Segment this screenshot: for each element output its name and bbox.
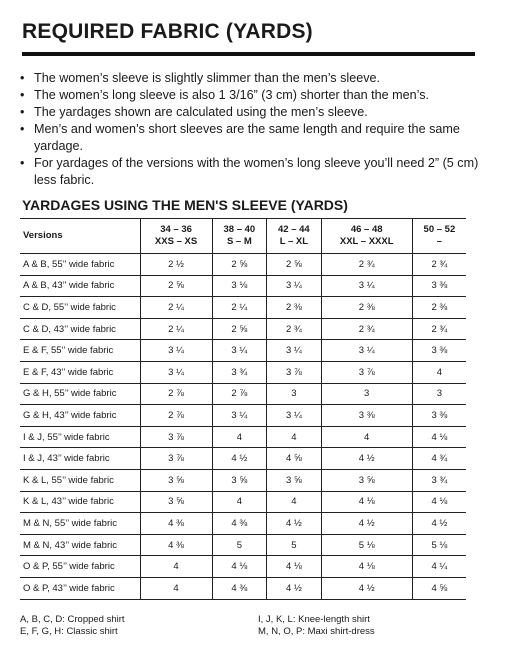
yardage-cell: 3 ⅝ (212, 469, 267, 491)
yardage-cell: 2 ⅜ (321, 297, 412, 319)
table-row (20, 513, 466, 535)
yardage-cell: 3 ¼ (321, 275, 412, 297)
row-label: E & F, 43’’ wide fabric (20, 361, 140, 383)
row-label: I & J, 55’’ wide fabric (20, 426, 140, 448)
note-item: • Men’s and women’s short sleeves are the same length and require the same yardage. (20, 121, 490, 155)
table-row (20, 275, 466, 297)
table-row (20, 556, 466, 578)
legend-item: M, N, O, P: Maxi shirt-dress (258, 626, 375, 637)
yardage-cell: 4 (321, 426, 412, 448)
yardage-cell: 4 (212, 491, 267, 513)
yardage-cell: 4 ⅜ (212, 577, 267, 599)
yardage-cell: 4 ⅛ (321, 556, 412, 578)
yardage-cell: 2 ¾ (412, 318, 466, 340)
yardage-cell: 3 ⅞ (140, 426, 212, 448)
yardage-cell: 2 ¾ (412, 254, 466, 276)
row-label: A & B, 43’’ wide fabric (20, 275, 140, 297)
yardage-cell: 3 ⅜ (412, 405, 466, 427)
yardage-cell: 2 ⅜ (412, 297, 466, 319)
yardage-cell: 3 ⅝ (267, 469, 322, 491)
yardage-cell: 3 ⅜ (412, 275, 466, 297)
yardage-cell: 4 ⅛ (267, 556, 322, 578)
yardage-cell: 4 ½ (212, 448, 267, 470)
size-column-header: 46 – 48 XXL – XXXL (321, 219, 412, 254)
versions-header: Versions (20, 219, 140, 254)
yardage-cell: 4 (267, 426, 322, 448)
table-row (20, 297, 466, 319)
yardage-cell: 3 (267, 383, 322, 405)
yardage-cell: 4 ⅜ (212, 513, 267, 535)
row-label: M & N, 55’’ wide fabric (20, 513, 140, 535)
row-label: O & P, 55’’ wide fabric (20, 556, 140, 578)
page-title: REQUIRED FABRIC (YARDS) (22, 20, 313, 43)
row-label: C & D, 55’’ wide fabric (20, 297, 140, 319)
table-row (20, 534, 466, 556)
yardage-cell: 4 ½ (267, 513, 322, 535)
row-label: M & N, 43’’ wide fabric (20, 534, 140, 556)
yardage-cell: 2 ⅞ (212, 383, 267, 405)
yardage-cell: 4 ⅜ (140, 513, 212, 535)
yardage-cell: 4 ½ (321, 513, 412, 535)
row-label: C & D, 43’’ wide fabric (20, 318, 140, 340)
yardage-cell: 2 ¼ (140, 318, 212, 340)
yardage-cell: 2 ⅝ (212, 254, 267, 276)
table-row (20, 426, 466, 448)
yardage-cell: 3 ⅝ (140, 469, 212, 491)
yardage-cell: 4 (412, 361, 466, 383)
yardage-cell: 4 ½ (321, 577, 412, 599)
yardage-cell: 3 ⅛ (212, 275, 267, 297)
yardage-cell: 4 ½ (267, 577, 322, 599)
table-row (20, 491, 466, 513)
size-column-header: 50 – 52 – (412, 219, 466, 254)
yardage-cell: 3 ¼ (140, 361, 212, 383)
row-label: K & L, 43’’ wide fabric (20, 491, 140, 513)
table-row (20, 318, 466, 340)
legend-left (20, 614, 125, 638)
yardage-cell: 3 ¾ (412, 469, 466, 491)
yardage-table (20, 218, 466, 600)
yardage-cell: 4 ½ (412, 513, 466, 535)
table-header-row (20, 219, 466, 254)
size-column-header: 38 – 40 S – M (212, 219, 267, 254)
yardage-cell: 4 ⅝ (412, 577, 466, 599)
yardage-cell: 4 ¾ (412, 448, 466, 470)
table-row (20, 469, 466, 491)
yardage-cell: 2 ¾ (321, 254, 412, 276)
table-row (20, 448, 466, 470)
yardage-cell: 3 ⅞ (140, 448, 212, 470)
yardage-cell: 3 ¼ (267, 275, 322, 297)
yardage-cell: 3 ⅝ (140, 491, 212, 513)
yardage-cell: 2 ⅞ (140, 383, 212, 405)
yardage-cell: 4 ⅛ (212, 556, 267, 578)
yardage-cell: 4 ⅛ (412, 426, 466, 448)
yardage-cell: 2 ¼ (140, 297, 212, 319)
table-title: YARDAGES USING THE MEN'S SLEEVE (YARDS) (22, 197, 348, 213)
table-row (20, 383, 466, 405)
yardage-cell: 3 (412, 383, 466, 405)
row-label: I & J, 43’’ wide fabric (20, 448, 140, 470)
yardage-cell: 4 ⅜ (140, 534, 212, 556)
yardage-cell: 3 (321, 383, 412, 405)
legend-item: A, B, C, D: Cropped shirt (20, 614, 125, 625)
yardage-cell: 4 (212, 426, 267, 448)
yardage-cell: 3 ¼ (267, 405, 322, 427)
yardage-cell: 5 ⅛ (412, 534, 466, 556)
row-label: O & P, 43’’ wide fabric (20, 577, 140, 599)
legend-right (258, 614, 375, 638)
row-label: G & H, 43’’ wide fabric (20, 405, 140, 427)
yardage-cell: 5 ⅛ (321, 534, 412, 556)
yardage-cell: 3 ⅜ (412, 340, 466, 362)
yardage-cell: 2 ⅜ (267, 297, 322, 319)
table-row (20, 340, 466, 362)
size-column-header: 34 – 36 XXS – XS (140, 219, 212, 254)
yardage-cell: 4 ⅝ (267, 448, 322, 470)
table-body (20, 254, 466, 600)
title-rule (22, 52, 475, 56)
table-row (20, 254, 466, 276)
yardage-cell: 2 ½ (140, 254, 212, 276)
note-item: • The yardages shown are calculated using the men’s sleeve. (20, 104, 490, 121)
row-label: E & F, 55’’ wide fabric (20, 340, 140, 362)
row-label: A & B, 55’’ wide fabric (20, 254, 140, 276)
yardage-cell: 2 ⅝ (267, 254, 322, 276)
table-row (20, 577, 466, 599)
yardage-cell: 3 ¼ (212, 340, 267, 362)
yardage-cell: 3 ¼ (267, 340, 322, 362)
yardage-cell: 4 ¼ (412, 556, 466, 578)
yardage-cell: 4 (267, 491, 322, 513)
legend-item: I, J, K, L: Knee-length shirt (258, 614, 370, 625)
yardage-cell: 3 ⅞ (267, 361, 322, 383)
yardage-cell: 2 ¾ (267, 318, 322, 340)
table-row (20, 361, 466, 383)
yardage-cell: 4 (140, 556, 212, 578)
row-label: G & H, 55’’ wide fabric (20, 383, 140, 405)
yardage-cell: 4 ⅛ (412, 491, 466, 513)
yardage-cell: 4 ½ (321, 448, 412, 470)
yardage-cell: 4 ⅛ (321, 491, 412, 513)
note-item: • For yardages of the versions with the women’s long sleeve you’ll need 2” (5 cm) less fabric. (20, 155, 490, 189)
note-item: • The women’s sleeve is slightly slimmer than the men’s sleeve. (20, 70, 490, 87)
yardage-cell: 2 ⅝ (212, 318, 267, 340)
yardage-cell: 3 ¾ (212, 361, 267, 383)
yardage-cell: 2 ⅝ (140, 275, 212, 297)
yardage-cell: 2 ⅞ (140, 405, 212, 427)
table-row (20, 405, 466, 427)
yardage-cell: 3 ¼ (212, 405, 267, 427)
yardage-cell: 2 ¾ (321, 318, 412, 340)
yardage-cell: 3 ¼ (321, 340, 412, 362)
yardage-cell: 2 ¼ (212, 297, 267, 319)
legend-item: E, F, G, H: Classic shirt (20, 626, 118, 637)
yardage-cell: 3 ⅜ (321, 405, 412, 427)
yardage-cell: 3 ¼ (140, 340, 212, 362)
yardage-cell: 5 (267, 534, 322, 556)
yardage-cell: 3 ⅝ (321, 469, 412, 491)
yardage-cell: 3 ⅞ (321, 361, 412, 383)
row-label: K & L, 55’’ wide fabric (20, 469, 140, 491)
notes-list (20, 70, 490, 189)
yardage-cell: 5 (212, 534, 267, 556)
yardage-cell: 4 (140, 577, 212, 599)
note-item: • The women’s long sleeve is also 1 3/16” (3 cm) shorter than the men’s. (20, 87, 490, 104)
size-column-header: 42 – 44 L – XL (267, 219, 322, 254)
